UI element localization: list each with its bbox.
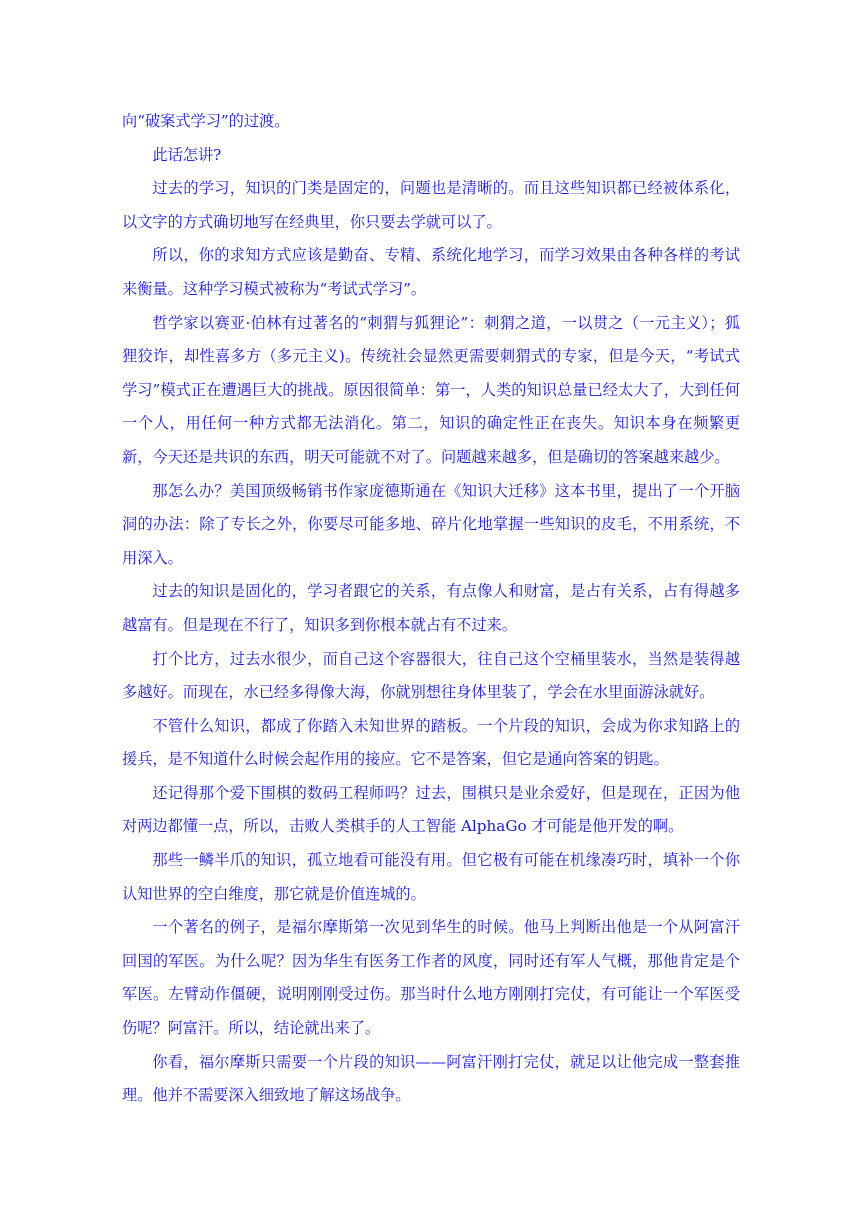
paragraph: 你看，福尔摩斯只需要一个片段的知识——阿富汗刚打完仗，就足以让他完成一整套推理。他并不需要深入细致地了解这场战争。 xyxy=(122,1052,740,1105)
paragraph: 一个著名的例子，是福尔摩斯第一次见到华生的时候。他马上判断出他是一个从阿富汗回国的军医。为什么呢？因为华生有医务工作者的风度，同时还有军人气概，那他肯定是个军医。左臂动作僵硬，说明刚刚受过伤。那当时什么地方刚刚打完仗，有可能让一个军医受伤呢？阿富汗。所以，结论就出来了。 xyxy=(122,918,740,1038)
paragraph: 过去的学习，知识的门类是固定的，问题也是清晰的。而且这些知识都已经被体系化，以文字的方式确切地写在经典里，你只要去学就可以了。 xyxy=(122,179,740,231)
paragraph: 过去的知识是固化的，学习者跟它的关系，有点像人和财富，是占有关系，占有得越多越富有。但是现在不行了，知识多到你根本就占有不过来。 xyxy=(122,582,740,634)
paragraph-continuation: 向“破案式学习”的过渡。 xyxy=(122,112,290,130)
paragraph: 那怎么办？美国顶级畅销书作家庞德斯通在《知识大迁移》这本书里，提出了一个开脑洞的办法：除了专长之外，你要尽可能多地、碎片化地掌握一些知识的皮毛，不用系统，不用深入。 xyxy=(122,481,740,567)
document-body xyxy=(122,105,740,1113)
paragraph: 还记得那个爱下围棋的数码工程师吗？过去，围棋只是业余爱好，但是现在，正因为他对两边都懂一点，所以，击败人类棋手的人工智能 AlphaGo 才可能是他开发的啊。 xyxy=(122,783,740,836)
paragraph: 所以，你的求知方式应该是勤奋、专精、系统化地学习，而学习效果由各种各样的考试来衡量。这种学习模式被称为“考试式学习”。 xyxy=(122,246,740,298)
paragraph: 不管什么知识，都成了你踏入未知世界的踏板。一个片段的知识，会成为你求知路上的援兵，是不知道什么时候会起作用的接应。它不是答案，但它是通向答案的钥匙。 xyxy=(122,716,740,769)
paragraph: 哲学家以赛亚·伯林有过著名的“刺猬与狐狸论”：刺猬之道，一以贯之（一元主义）；狐狸狡诈，却性喜多方（多元主义)。传统社会显然更需要刺猬式的专家，但是今天，“考试式学习”模式正在遭遇巨大的挑战。原因很简单：第一，人类的知识总量已经太大了，大到任何一个人，用任何一种方式都无法消化。第二，知识的确定性正在丧失。知识本身在频繁更新，今天还是共识的东西，明天可能就不对了。问题越来越多，但是确切的答案越来越少。 xyxy=(122,313,740,466)
paragraph: 此话怎讲? xyxy=(152,145,222,164)
paragraph: 那些一鳞半爪的知识，孤立地看可能没有用。但它极有可能在机缘凑巧时，填补一个你认知世界的空白维度，那它就是价值连城的。 xyxy=(122,851,740,903)
paragraph: 打个比方，过去水很少，而自己这个容器很大，往自己这个空桶里装水，当然是装得越多越好。而现在，水已经多得像大海，你就别想往身体里装了，学会在水里面游泳就好。 xyxy=(122,649,740,702)
